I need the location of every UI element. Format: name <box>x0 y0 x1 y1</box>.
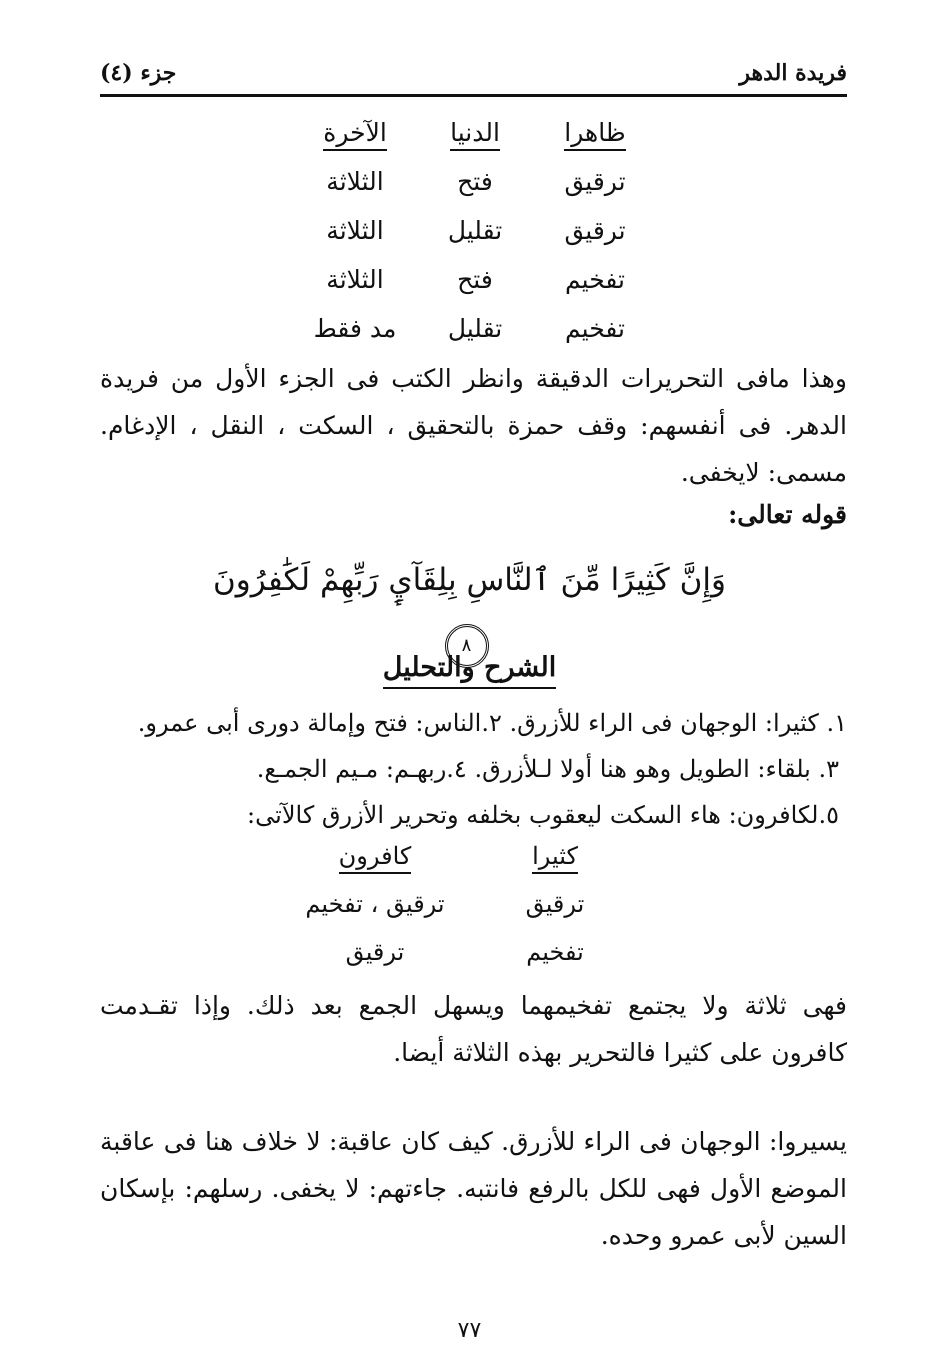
list-item: ٥.لكافرون: هاء السكت ليعقوب بخلفه وتحرير الأزرق كالآتى: <box>247 801 839 829</box>
table-cell: تقليل <box>447 216 503 245</box>
table-row <box>290 938 610 986</box>
table-cell: ترقيق <box>345 938 405 966</box>
part-label: جزء (٤) <box>100 60 177 86</box>
verse-label: قوله تعالى: <box>728 500 847 529</box>
table-cell: فتح <box>457 167 493 196</box>
quran-verse <box>190 548 749 656</box>
table-readings-2 <box>290 842 610 986</box>
table-header-row <box>290 118 650 167</box>
table-cell: ترقيق <box>564 167 626 196</box>
table-header-cell: الآخرة <box>300 118 410 147</box>
table-cell: تفخيم <box>565 314 625 343</box>
list-item: ١. كثيرا: الوجهان فى الراء للأزرق. ٢.الناس: فتح وإمالة دورى أبى عمرو. <box>137 709 847 737</box>
table-header-cell: كثيرا <box>500 842 610 870</box>
table-cell: الثلاثة <box>326 216 384 245</box>
table-cell: ترقيق ، تفخيم <box>305 890 445 918</box>
page-header <box>100 56 847 96</box>
table-cell: مد فقط <box>313 314 397 343</box>
table-cell: ترقيق <box>564 216 626 245</box>
table-cell: الثلاثة <box>326 167 384 196</box>
table-header-row <box>290 842 610 890</box>
list-item: ٣. بلقاء: الطويل وهو هنا أولا لـلأزرق. ٤.ربهـم: مـيم الجمـع. <box>256 755 839 783</box>
table-row <box>290 167 650 216</box>
page-number: ٧٧ <box>457 1318 482 1343</box>
section-heading: الشرح والتحليل <box>0 652 939 683</box>
explanation-list <box>100 700 847 838</box>
table-cell: تفخيم <box>526 938 584 966</box>
paragraph-editions-note: وهذا مافى التحريرات الدقيقة وانظر الكتب فى الجزء الأول من فريدة الدهر. فى أنفسهم: وقف حمزة بالتحقيق ، السكت ، النقل ، الإدغام. مسمى: لايخفى. <box>100 364 847 487</box>
book-title: فريدة الدهر <box>739 60 847 86</box>
table-row <box>290 890 610 938</box>
table-row <box>290 265 650 314</box>
paragraph-tahrir-note: فهى ثلاثة ولا يجتمع تفخيمهما ويسهل الجمع بعد ذلك. وإذا تقـدمت كافرون على كثيرا فالتحرير بهذه الثلاثة أيضا. <box>100 991 847 1067</box>
table-cell: الثلاثة <box>326 265 384 294</box>
paragraph-yasiru-note: يسيروا: الوجهان فى الراء للأزرق. كيف كان عاقبة: لا خلاف هنا فى عاقبة الموضع الأول فهى للكل بالرفع فانتبه. جاءتهم: لا يخفى. رسلهم: بإسكان السين لأبى عمرو وحده. <box>100 1127 847 1250</box>
table-cell: ترقيق <box>525 890 585 918</box>
table-row <box>290 216 650 265</box>
header-rule <box>100 94 847 97</box>
table-header-cell: الدنيا <box>420 118 530 147</box>
table-cell: فتح <box>457 265 493 294</box>
ayah-number-badge: ٨ <box>445 624 489 668</box>
table-header-cell: ظاهرا <box>540 118 650 147</box>
table-readings-1 <box>290 118 650 363</box>
table-header-cell: كافرون <box>290 842 460 870</box>
table-cell: تفخيم <box>565 265 625 294</box>
verse-text: وَإِنَّ كَثِيرًا مِّنَ ٱلنَّاسِ بِلِقَآيِٕ رَبِّهِمْ لَكَٰفِرُونَ <box>213 562 726 598</box>
table-cell: تقليل <box>447 314 503 343</box>
